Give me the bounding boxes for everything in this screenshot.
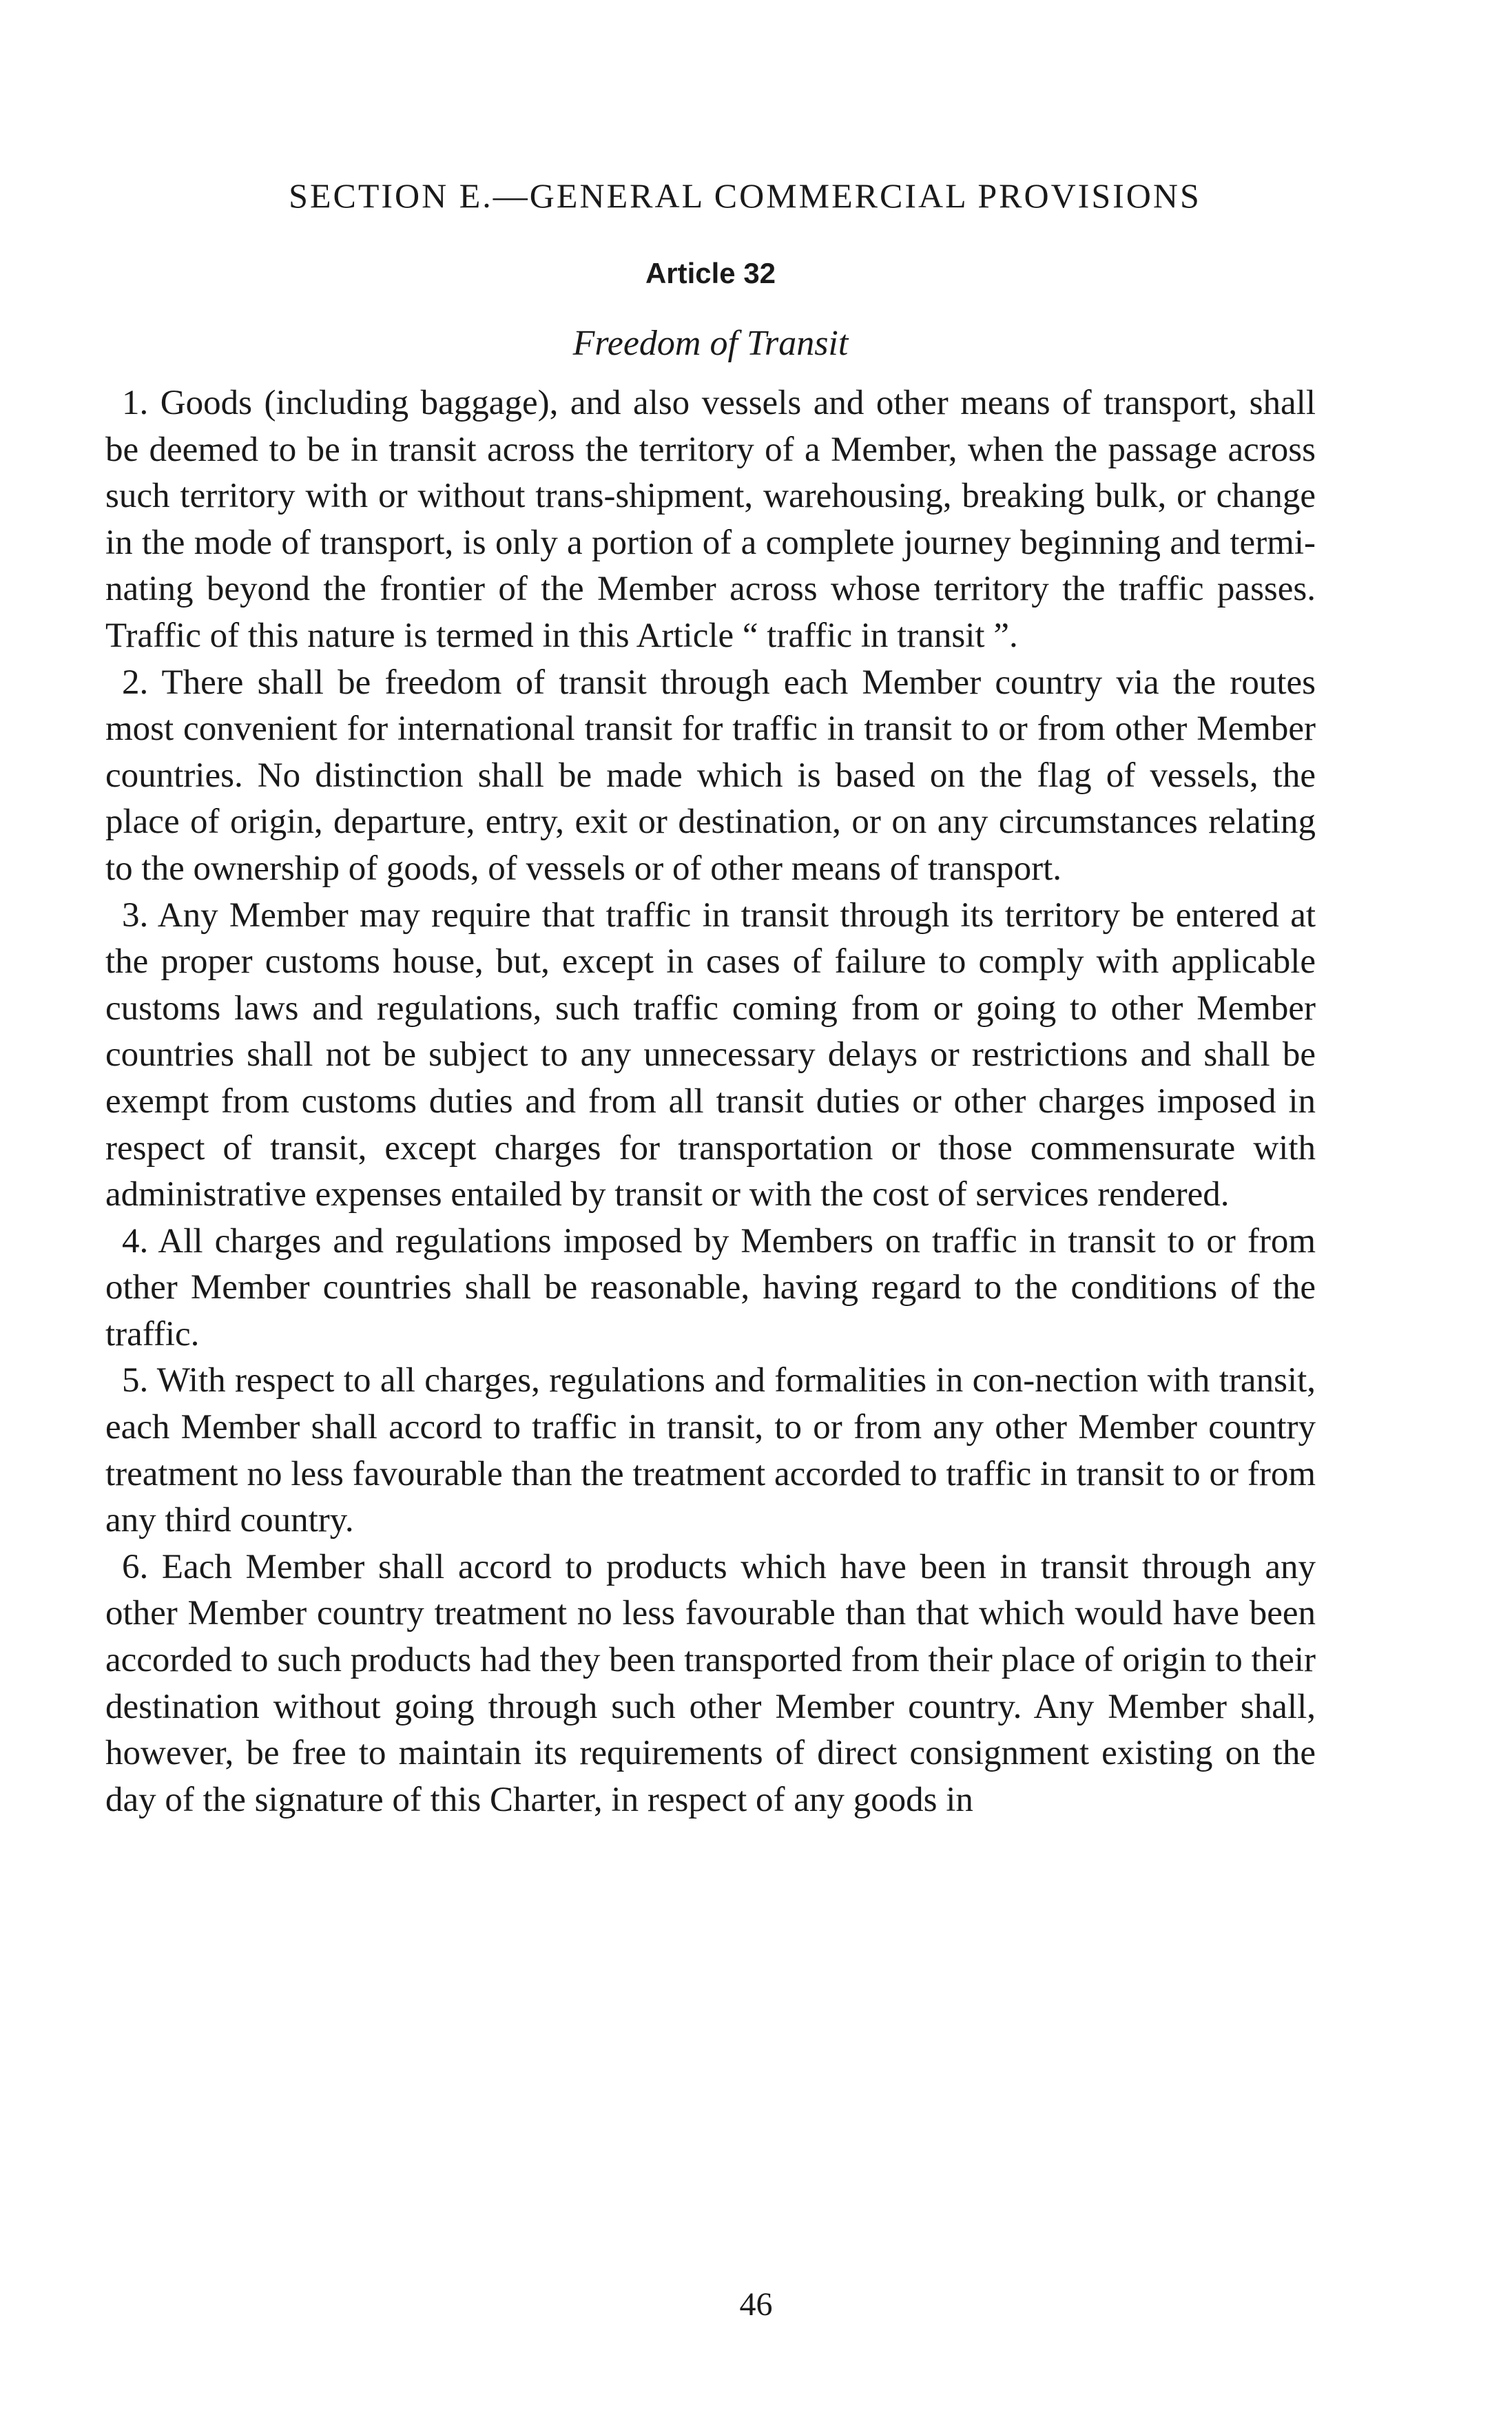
paragraph-1: 1. Goods (including baggage), and also vessels and other means of transport, shall be deemed to be in transit across the territory of a Member, when the passage across such territory with or without trans-shipment, warehousing, breaking bulk, or change in the mode of transport, is only a portion of a complete journey beginning and termi-nating beyond the frontier of the Member across whose territory the traffic passes. Traffic of this nature is termed in this Article “ traffic in transit ”.	[105, 384, 1316, 655]
paragraph-6: 6. Each Member shall accord to products which have been in transit through any other Member country treatment no less favourable than that which would have been accorded to such products had they been transported from their place of origin to their destination without going through such other Member country. Any Member shall, however, be free to maintain its requirements of direct consignment existing on the day of the signature of this Charter, in respect of any goods in	[105, 1547, 1316, 1819]
page-number: 46	[739, 2286, 773, 2323]
paragraph-2: 2. There shall be freedom of transit through each Member country via the routes most convenient for international transit for traffic in transit to or from other Member countries. No distinction shall be made which is based on the flag of vessels, the place of origin, departure, entry, exit or destination, or on any circumstances relating to the ownership of goods, of vessels or of other means of transport.	[105, 663, 1316, 888]
article-title: Freedom of Transit	[572, 324, 849, 363]
document-page	[105, 176, 1316, 1823]
paragraph-3: 3. Any Member may require that traffic in transit through its territory be entered at the proper customs house, but, except in cases of failure to comply with applicable customs laws and regulations, such traffic coming from or going to other Member countries shall not be subject to any unnecessary delays or restrictions and shall be exempt from customs duties and from all transit duties or other charges imposed in respect of transit, except charges for transportation or those commensurate with administrative expenses entailed by transit or with the cost of services rendered.	[105, 895, 1316, 1214]
paragraph-4: 4. All charges and regulations imposed by Members on traffic in transit to or from other Member countries shall be reasonable, having regard to the conditions of the traffic.	[105, 1221, 1316, 1354]
article-body	[105, 380, 1316, 1823]
section-heading: SECTION E.—GENERAL COMMERCIAL PROVISIONS	[289, 176, 1201, 215]
paragraph-5: 5. With respect to all charges, regulations and formalities in con-nection with transit, each Member shall accord to traffic in transit, to or from any other Member country treatment no less favourable than the treatment accorded to traffic in transit to or from any third country.	[105, 1361, 1316, 1540]
article-number: Article 32	[645, 257, 776, 289]
